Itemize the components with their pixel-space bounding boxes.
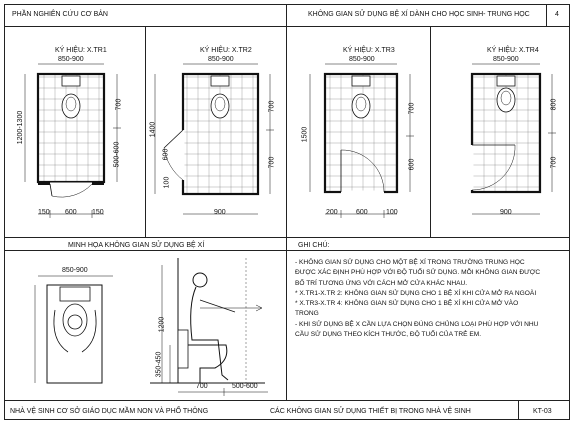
plan4-code: KÝ HIỆU: X.TR4 (487, 47, 539, 54)
plan2-code: KÝ HIỆU: X.TR2 (200, 47, 252, 54)
plan3-width-dim: 850-900 (349, 56, 375, 63)
page-number: 4 (555, 11, 559, 18)
plan4-width-dim: 850-900 (493, 56, 519, 63)
plan2-left-dim: 1400 (149, 121, 157, 138)
illustration-title: MINH HỌA KHÔNG GIAN SỬ DỤNG BỆ XÍ (68, 242, 205, 249)
plan2-width-dim: 850-900 (208, 56, 234, 63)
plan3-code: KÝ HIỆU: X.TR3 (343, 47, 395, 54)
notes-title: GHI CHÚ: (298, 242, 330, 249)
plan3-left-dim: 1500 (301, 126, 309, 143)
plan1-bottom-dim-1: 150 (38, 209, 50, 216)
illustration-height-dim: 1200 (158, 316, 166, 333)
note-line-7: - KHI SỬ DỤNG BỆ X CẦN LỰA CHỌN ĐÚNG CHỦNG LOẠI PHÙ HỢP VỚI NHU (295, 320, 539, 328)
plan4-right-bottom-dim: 700 (550, 156, 558, 169)
note-line-3: BỐ TRÍ TƯƠNG ỨNG VỚI CÁCH MỞ CỬA KHÁC NHAU. (295, 279, 468, 287)
footer-drawing-code: KT-03 (533, 408, 552, 415)
footer-left-title: NHÀ VỆ SINH CƠ SỞ GIÁO DỤC MẦM NON VÀ PHỔ THÔNG (10, 408, 209, 415)
plan1-bottom-dim-2: 600 (65, 209, 77, 216)
note-line-4: * X.TR1-X.TR 2: KHÔNG GIAN SỬ DỤNG CHO 1 BỆ XÍ KHI CỬA MỞ RA NGOÀI (295, 289, 537, 297)
plan4-bottom-dim: 900 (500, 209, 512, 216)
illustration-bottom-dim-1: 700 (196, 383, 208, 390)
plan-xtr3 (310, 64, 414, 218)
plan1-code: KÝ HIỆU: X.TR1 (55, 47, 107, 54)
plan2-right-bottom-dim: 700 (268, 156, 276, 169)
plan-xtr1 (25, 64, 121, 218)
illustration-top-view (35, 276, 113, 383)
footer-center-title: CÁC KHÔNG GIAN SỬ DỤNG THIẾT BỊ TRONG NHÀ VỆ SINH (270, 408, 471, 415)
plan2-bottom-dim: 900 (214, 209, 226, 216)
plan2-right-top-dim: 700 (268, 100, 276, 113)
plan1-right-bottom-dim: 500-600 (113, 141, 121, 168)
note-line-6: TRONG (295, 310, 319, 318)
note-line-5: * X.TR3-X.TR 4: KHÔNG GIAN SỬ DỤNG CHO 1 BỆ XÍ KHI CỬA MỞ VÀO (295, 300, 519, 308)
illustration-top-dim: 850-900 (62, 267, 88, 274)
plan2-left-small-dim-a: 600 (162, 148, 170, 161)
plan1-left-dim: 1200-1300 (17, 110, 25, 145)
plan3-bottom-dim-2: 600 (356, 209, 368, 216)
header-left-title: PHẦN NGHIÊN CỨU CƠ BẢN (12, 11, 108, 18)
plan1-bottom-dim-3: 150 (92, 209, 104, 216)
plan3-right-top-dim: 700 (408, 102, 416, 115)
header-right-title: KHÔNG GIAN SỬ DỤNG BỆ XÍ DÀNH CHO HỌC SINH- TRUNG HỌC (308, 11, 530, 18)
note-line-1: - KHÔNG GIAN SỬ DỤNG CHO MỘT BỆ XÍ TRONG TRƯỜNG TRUNG HỌC (295, 259, 525, 266)
plan3-bottom-dim-1: 200 (326, 209, 338, 216)
plan2-left-small-dim-b: 100 (163, 176, 171, 189)
plan4-right-top-dim: 800 (550, 98, 558, 111)
plan-xtr4 (472, 64, 556, 214)
plan1-right-top-dim: 700 (115, 98, 123, 111)
plan3-right-bottom-dim: 600 (408, 158, 416, 171)
illustration-seat-height-dim: 350-450 (155, 351, 163, 378)
note-line-8: CẦU SỬ DỤNG THEO KÍCH THƯỚC, ĐỘ TUỔI CỦA TRẺ EM. (295, 331, 482, 339)
note-line-2: ĐƯỢC XÁC ĐỊNH PHÙ HỢP VỚI ĐỘ TUỔI SỬ DỤNG. MỖI KHÔNG GIAN ĐƯỢC (295, 269, 541, 277)
plan3-bottom-dim-3: 100 (386, 209, 398, 216)
illustration-side-view (150, 258, 268, 396)
plan1-width-dim: 850-900 (58, 56, 84, 63)
plan-xtr2 (155, 64, 274, 214)
notes-block (295, 258, 563, 340)
illustration-bottom-dim-2: 500-600 (232, 383, 258, 390)
